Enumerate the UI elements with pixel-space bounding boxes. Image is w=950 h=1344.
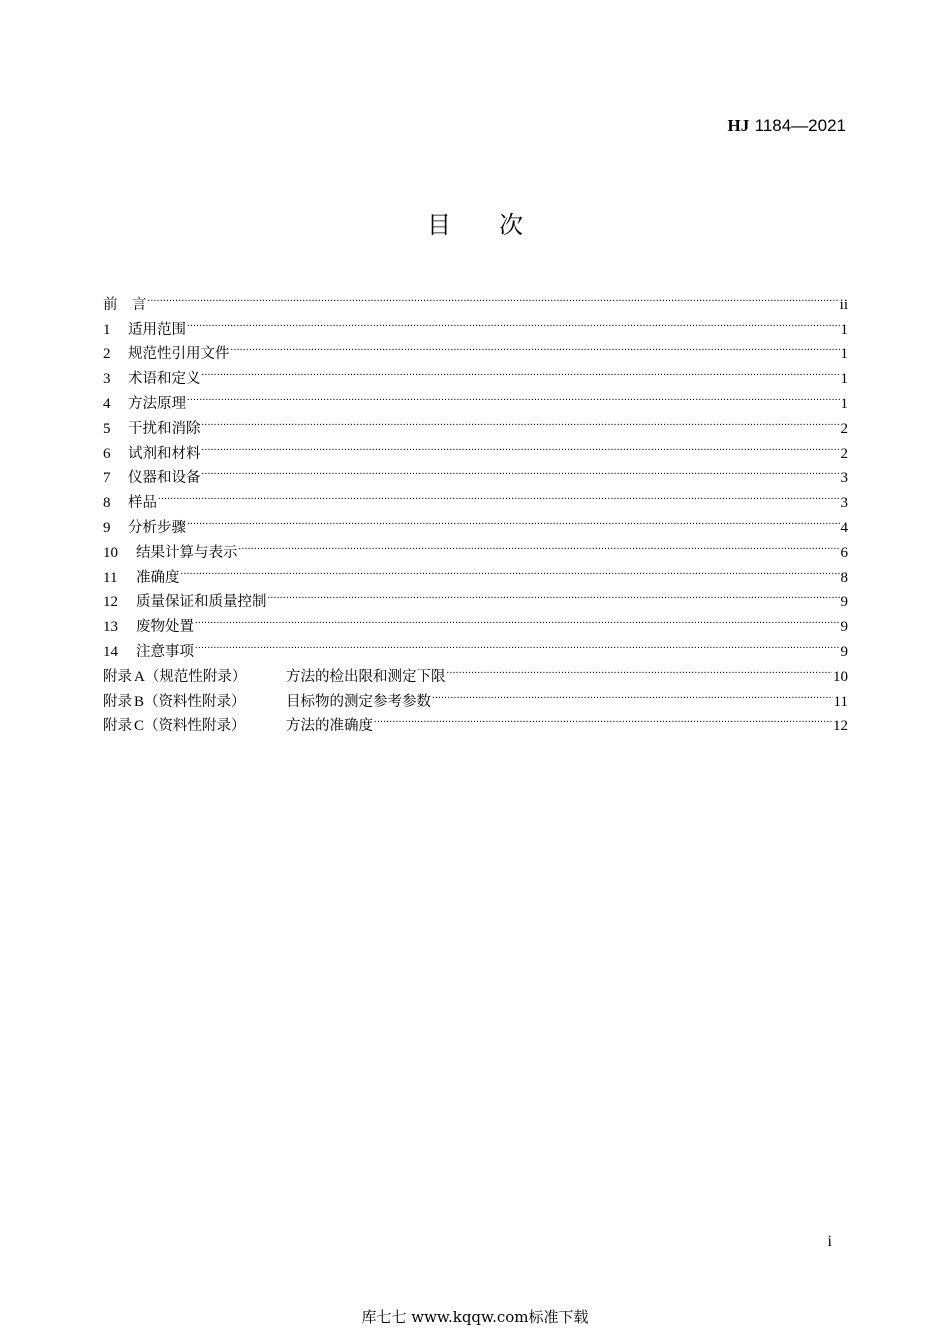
toc-appendix-entry[interactable] [103, 656, 848, 685]
toc-entry-page: 1 [840, 321, 848, 338]
toc-dot-leader [187, 383, 840, 408]
appendix-heading [103, 690, 286, 715]
toc-dot-leader [447, 656, 833, 681]
toc-entry[interactable] [103, 458, 848, 487]
toc-entry-number: 7 [103, 470, 111, 487]
toc-entry-page: 9 [840, 619, 848, 636]
toc-entry-page: 9 [840, 594, 848, 611]
toc-entry-number: 10 [103, 544, 118, 561]
toc-entry-number: 9 [103, 519, 111, 536]
toc-entry-label: 样品 [128, 495, 157, 512]
toc-dot-leader [158, 482, 840, 507]
toc-entry-number: 1 [103, 321, 111, 338]
toc-entry[interactable] [103, 507, 848, 536]
toc-dot-leader [231, 334, 840, 359]
toc-dot-leader [195, 606, 840, 631]
toc-dot-leader [432, 681, 833, 706]
toc-entry-label: 分析步骤 [128, 519, 186, 536]
toc-dot-leader [148, 284, 839, 309]
appendix-type: （规范性附录） [144, 668, 247, 685]
toc-dot-leader [268, 582, 840, 607]
toc-entry-page: 3 [840, 470, 848, 487]
toc-entry-page: 4 [840, 519, 848, 536]
toc-entry[interactable] [103, 557, 848, 586]
appendix-letter: C [134, 718, 145, 735]
toc-entry[interactable] [103, 383, 848, 412]
appendix-type: （资料性附录） [144, 718, 246, 735]
toc-entry[interactable] [103, 284, 848, 313]
toc-entry[interactable] [103, 606, 848, 636]
toc-entry-number: 14 [103, 643, 118, 660]
toc-entry-page: 9 [840, 643, 848, 660]
toc-entry[interactable] [103, 631, 848, 660]
standard-code [727, 116, 846, 136]
toc-entry-label: 准确度 [136, 569, 180, 586]
toc-entry-number: 4 [103, 395, 111, 412]
appendix-page: 12 [833, 718, 848, 735]
toc-entry-page: 6 [840, 544, 848, 561]
table-of-contents [103, 284, 848, 735]
page-number: i [827, 1233, 832, 1250]
appendix-title: 方法的准确度 [286, 718, 373, 735]
toc-entry-number: 8 [103, 495, 111, 512]
toc-entry-number: 6 [103, 445, 111, 462]
toc-entry-label: 试剂和材料 [128, 445, 201, 462]
standard-number: 1184—2021 [754, 116, 846, 135]
toc-entry-label: 质量保证和质量控制 [136, 594, 267, 611]
toc-dot-leader [239, 532, 840, 557]
toc-dot-leader [374, 706, 832, 731]
toc-entry-number: 2 [103, 346, 111, 363]
appendix-heading [103, 665, 286, 690]
toc-dot-leader [202, 433, 840, 458]
toc-dot-leader [202, 458, 840, 483]
toc-entry[interactable] [103, 334, 848, 363]
toc-entry-page: 1 [840, 346, 848, 363]
toc-entry-number: 12 [103, 594, 118, 611]
toc-entry[interactable] [103, 309, 848, 338]
toc-entry-label: 前 言 [103, 296, 147, 313]
toc-entry-label: 规范性引用文件 [128, 346, 230, 363]
appendix-letter: A [134, 668, 145, 685]
toc-entry-label: 适用范围 [128, 321, 186, 338]
toc-entry-page: ii [839, 296, 848, 313]
standard-prefix: HJ [727, 116, 750, 135]
toc-dot-leader [187, 507, 840, 532]
toc-entry-label: 结果计算与表示 [136, 544, 238, 561]
toc-entry-number: 11 [103, 569, 118, 586]
toc-entry-page: 1 [840, 395, 848, 412]
appendix-heading [103, 714, 286, 739]
toc-entry[interactable] [103, 582, 848, 611]
toc-entry-page: 1 [840, 371, 848, 388]
toc-dot-leader [195, 631, 840, 656]
appendix-type: （资料性附录） [144, 693, 246, 710]
toc-entry-number: 13 [103, 619, 118, 636]
toc-entry[interactable] [103, 532, 848, 561]
toc-entry-page: 2 [840, 445, 848, 462]
appendix-page: 10 [833, 668, 848, 685]
page-title: 目次 [427, 211, 571, 239]
toc-entry[interactable] [103, 408, 848, 437]
toc-entry-label: 方法原理 [128, 395, 186, 412]
toc-entry[interactable] [103, 433, 848, 462]
appendix-title: 目标物的测定参考参数 [286, 693, 431, 710]
toc-dot-leader [187, 309, 840, 334]
toc-dot-leader [202, 408, 840, 433]
toc-entry[interactable] [103, 358, 848, 388]
appendix-title: 方法的检出限和测定下限 [286, 668, 446, 685]
toc-entry-number: 3 [103, 371, 111, 388]
toc-dot-leader [202, 358, 840, 383]
toc-entry[interactable] [103, 482, 848, 512]
toc-entry-label: 废物处置 [136, 619, 194, 636]
toc-entry-label: 注意事项 [136, 643, 194, 660]
toc-entry-page: 8 [840, 569, 848, 586]
appendix-letter: B [134, 693, 145, 710]
toc-entry-label: 术语和定义 [128, 371, 201, 388]
appendix-page: 11 [833, 693, 848, 710]
toc-entry-label: 干扰和消除 [128, 420, 201, 437]
appendix-prefix: 附录 [103, 718, 132, 735]
appendix-prefix: 附录 [103, 668, 132, 685]
toc-entry-number: 5 [103, 420, 111, 437]
toc-dot-leader [181, 557, 840, 582]
appendix-prefix: 附录 [103, 693, 132, 710]
toc-entry-page: 2 [840, 420, 848, 437]
toc-entry-page: 3 [840, 495, 848, 512]
toc-entry-label: 仪器和设备 [128, 470, 201, 487]
footer-watermark: 库七七 www.kqqw.com标准下载 [361, 1308, 589, 1326]
